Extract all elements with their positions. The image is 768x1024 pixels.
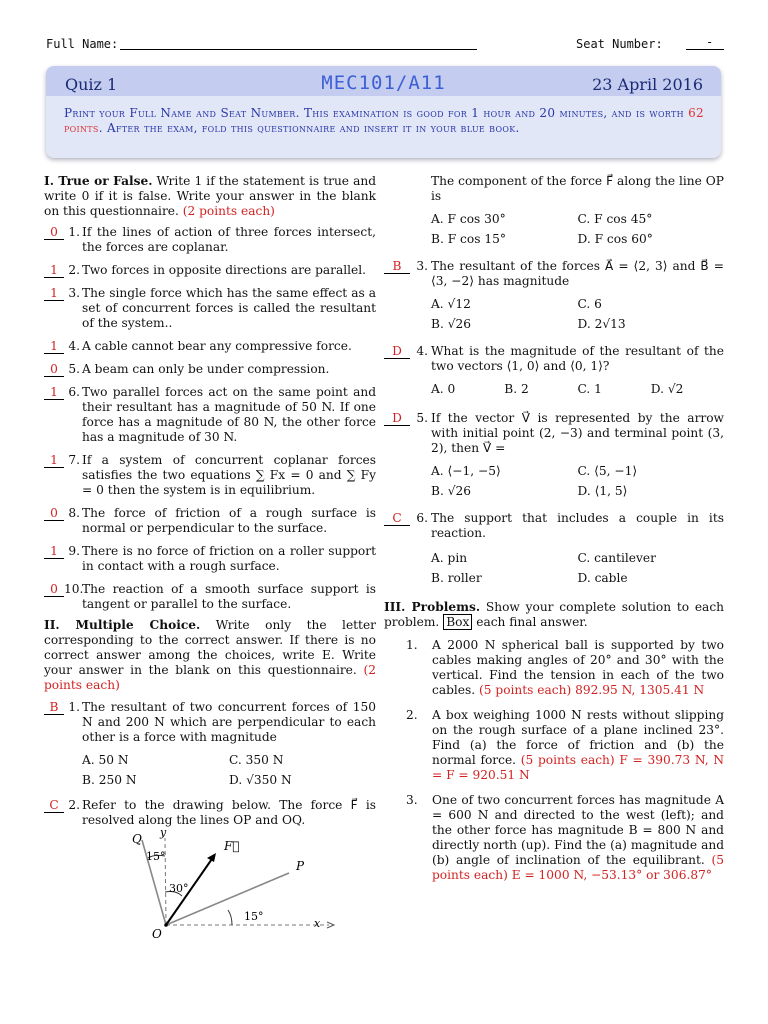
tf-item-1: 0 1. If the lines of action of three forces intersect, the forces are coplanar. [44, 225, 376, 255]
choice: B. roller [431, 571, 482, 585]
choice: B. 250 N [82, 773, 137, 787]
mc-item-1: B 1. The resultant of two concurrent forces of 150 N and 200 N which are perpendicular to each other is a force with magnitude A. 50 N C. 350 N B. 250 N D. √350 N [44, 700, 376, 788]
choice: C. 350 N [229, 753, 284, 767]
choice: D. √2 [650, 382, 684, 396]
answer-blank[interactable]: 0 [44, 506, 64, 521]
force-resolution-figure [44, 830, 376, 960]
angle-15-bottom: 15° [244, 910, 264, 923]
tf-item-3: 1 3. The single force which has the same effect as a set of concurrent forces is called the resultant of the system.. [44, 286, 376, 331]
answer-blank[interactable]: C [44, 798, 64, 813]
answer-blank[interactable]: 1 [44, 385, 64, 400]
quiz-date: 23 April 2016 [592, 75, 703, 94]
choice-list [431, 382, 724, 397]
choice: D. cable [577, 571, 628, 585]
quiz-title: Quiz 1 [65, 75, 118, 94]
answer-blank[interactable]: 1 [44, 544, 64, 559]
full-name-label: Full Name: [46, 37, 119, 51]
mc-item-2: C 2. Refer to the drawing below. The force F⃗ is resolved along the lines OP and OQ. [44, 798, 376, 828]
mc-item-5: D 5. If the vector V⃗ is represented by the arrow with initial point (2, −3) and terminal point (3, 2), then V⃗ = A. ⟨−1, −5⟩ C. ⟨5, −1⟩ B. √26 D. ⟨1, 5⟩ [384, 411, 724, 499]
answer-blank[interactable]: 0 [44, 225, 64, 240]
answer-blank[interactable]: 1 [44, 286, 64, 301]
total-points: 62 points [64, 106, 704, 135]
seat-number-label: Seat Number: [576, 37, 663, 51]
choice-list [431, 551, 724, 586]
problem-3: 3. One of two concurrent forces has magnitude A = 600 N and directed to the west (left); and the other force has magnitude B = 800 N and directly north (up). Find the (a) magnitude and (b) angle of inclination of the equilibrant. (5 points each) E = 1000 N, −53.13° or 306.87° [406, 793, 724, 882]
angle-30: 30° [169, 882, 189, 895]
choice: D. ⟨1, 5⟩ [577, 484, 628, 498]
label-o: O [152, 927, 162, 941]
problem-answer: (5 points each) E = 1000 N, −53.13° or 306.87° [432, 853, 724, 882]
choice: A. √12 [431, 297, 471, 311]
label-x: x [314, 917, 321, 930]
problem-2: 2. A box weighing 1000 N rests without slipping on the rough surface of a plane inclined 23°. Find (a) the force of friction and (b) the normal force. (5 points each) F = 390.73 N, N = F = 920.51 N [406, 708, 724, 782]
mc-item-4: D 4. What is the magnitude of the resultant of the two vectors ⟨1, 0⟩ and ⟨0, 1⟩? A. 0 B. 2 C. 1 D. √2 [384, 344, 724, 397]
answer-blank[interactable]: 0 [44, 362, 64, 377]
seat-number-field[interactable] [686, 49, 724, 50]
angle-15-top: 15° [146, 850, 166, 863]
problem-1: 1. A 2000 N spherical ball is supported by two cables making angles of 20° and 30° with the vertical. Find the tension in each of the two cables. (5 points each) 892.95 N, 1305.41 N [406, 638, 724, 697]
choice: B. F cos 15° [431, 232, 506, 246]
answer-blank[interactable]: D [384, 344, 410, 359]
part2-heading: II. Multiple Choice. [44, 618, 201, 632]
label-q: Q [132, 832, 142, 846]
part3-heading: III. Problems. [384, 600, 481, 614]
answer-blank[interactable]: 0 [44, 582, 64, 597]
origin-point [164, 923, 168, 927]
choice: C. F cos 45° [577, 212, 653, 226]
answer-blank[interactable]: 1 [44, 453, 64, 468]
course-code: MEC101/A11 [321, 72, 446, 94]
tf-item-5: 0 5. A beam can only be under compression. [44, 362, 376, 377]
quiz-title-box [46, 66, 721, 158]
choice: C. 6 [577, 297, 602, 311]
part1-heading: I. True or False. [44, 174, 153, 188]
student-info-header [46, 37, 726, 53]
part1-intro: I. True or False. Write 1 if the statement is true and write 0 if it is false. Write your answer in the blank on this questionnaire. (2 points each) [44, 174, 377, 218]
tf-item-8: 0 8. The force of friction of a rough surface is normal or perpendicular to the surface. [44, 506, 376, 536]
choice: D. √350 N [229, 773, 292, 787]
tf-item-4: 1 4. A cable cannot bear any compressive force. [44, 339, 376, 354]
mc-item-3: B 3. The resultant of the forces A⃗ = ⟨2, 3⟩ and B⃗ = ⟨3, −2⟩ has magnitude A. √12 C. 6 B. √26 D. 2√13 [384, 259, 724, 332]
choice: D. F cos 60° [577, 232, 653, 246]
label-p: P [296, 859, 305, 873]
part3-intro: III. Problems. Show your complete solution to each problem. Box each final answer. [384, 600, 725, 629]
right-column [384, 174, 724, 883]
tf-item-6: 1 6. Two parallel forces act on the same point and their resultant has a magnitude of 50 N. If one force has a magnitude of 80 N, the other force has a magnitude of 30 N. [44, 385, 376, 445]
answer-blank[interactable]: B [384, 259, 410, 274]
choice: B. √26 [431, 317, 471, 331]
answer-blank[interactable]: D [384, 411, 410, 426]
label-y: y [160, 830, 167, 839]
exam-instructions: Print your Full Name and Seat Number. This examination is good for 1 hour and 20 minutes, and is worth 62 points. After the exam, fold this questionnaire and insert it in your blue book. [64, 106, 704, 135]
choice-list [431, 212, 724, 247]
choice: A. ⟨−1, −5⟩ [431, 464, 501, 478]
title-bar [46, 66, 721, 96]
mc-item-2-continued: The component of the force F⃗ along the line OP is A. F cos 30° C. F cos 45° B. F cos 15° D. F cos 60° [431, 174, 724, 246]
answer-blank[interactable]: 1 [44, 263, 64, 278]
choice: A. pin [431, 551, 468, 565]
choice: A. F cos 30° [431, 212, 506, 226]
full-name-field[interactable] [120, 49, 477, 50]
choice: D. 2√13 [577, 317, 626, 331]
problem-answer: (5 points each) F = 390.73 N, N = F = 920.51 N [432, 753, 724, 782]
choice-list [82, 753, 376, 788]
choice: C. cantilever [577, 551, 656, 565]
answer-blank[interactable]: C [384, 511, 410, 526]
mc-item-6: C 6. The support that includes a couple in its reaction. A. pin C. cantilever B. roller D. cable [384, 511, 724, 586]
angle-arc-15-bottom [228, 910, 232, 925]
label-f: F⃗ [224, 839, 240, 853]
problem-answer: (5 points each) 892.95 N, 1305.41 N [479, 683, 705, 697]
choice-list [431, 297, 724, 332]
answer-blank[interactable]: 1 [44, 339, 64, 354]
tf-item-9: 1 9. There is no force of friction on a roller support in contact with a rough surface. [44, 544, 376, 574]
choice: B. 2 [504, 382, 529, 396]
box-word: Box [443, 614, 472, 630]
tf-item-7: 1 7. If a system of concurrent coplanar forces satisfies the two equations ∑ Fx = 0 and ∑ Fy = 0 then the system is in equilibrium. [44, 453, 376, 498]
tf-item-2: 1 2. Two forces in opposite directions are parallel. [44, 263, 376, 278]
choice: A. 0 [431, 382, 456, 396]
choice-list [431, 464, 724, 499]
choice: C. 1 [577, 382, 602, 396]
choice: C. ⟨5, −1⟩ [577, 464, 638, 478]
choice: A. 50 N [82, 753, 129, 767]
choice: B. √26 [431, 484, 471, 498]
part2-intro: II. Multiple Choice. Write only the letter corresponding to the correct answer. If there is no correct answer among the choices, write E. Write your answer in the blank on this questionnaire. (2 points each) [44, 618, 376, 692]
left-column [44, 174, 376, 960]
answer-blank[interactable]: B [44, 700, 64, 715]
tf-item-10: 0 10. The reaction of a smooth surface support is tangent or parallel to the surface. [44, 582, 376, 612]
seat-number-value: - [706, 35, 714, 49]
